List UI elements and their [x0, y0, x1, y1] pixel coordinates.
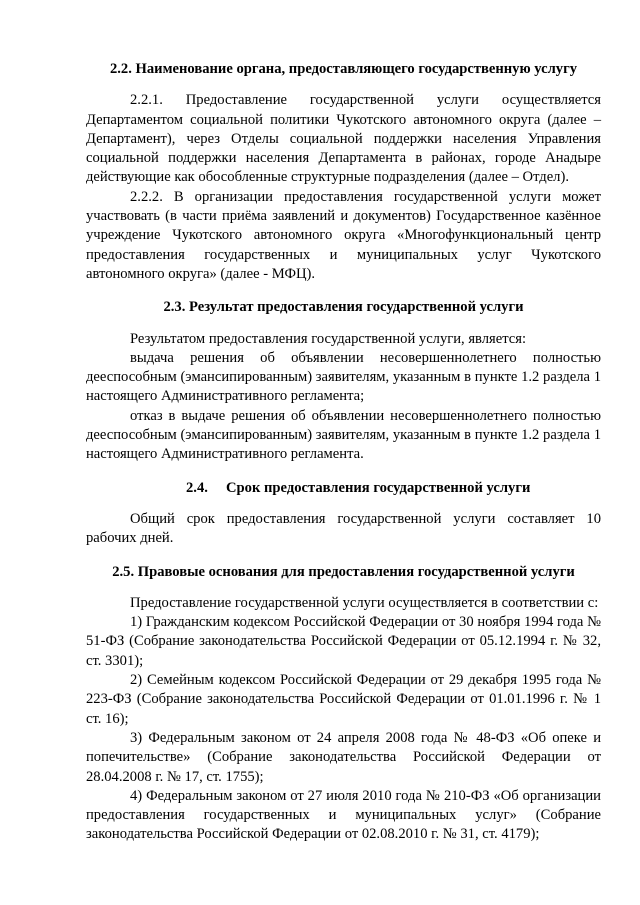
paragraph-legal-intro: Предоставление государственной услуги осуществляется в соответствии с: [130, 594, 599, 611]
section-number-2-4: 2.4. [186, 479, 208, 496]
paragraph-legal-3: 3) Федеральным законом от 24 апреля 2008 года № 48-ФЗ «Об опеке и попечительстве» (Собрание законодательства Российской Федерации от 28.04.2008 г. № 17, ст. 1755); [86, 729, 601, 785]
paragraph-result-issue: выдача решения об объявлении несовершеннолетнего полностью дееспособным (эмансипированным) заявителям, указанным в пункте 1.2 раздела 1 настоящего Административного регламента; [86, 349, 601, 405]
paragraph-result-intro: Результатом предоставления государственной услуги, является: [130, 330, 527, 347]
paragraph-2-2-2: 2.2.2. В организации предоставления государственной услуги может участвовать (в части приёма заявлений и документов) Государственное казённое учреждение Чукотского автономного округа «Многофункциональный центр предоставления государственных и муниципальных услуг Чукотского автономного округа» (далее - МФЦ). [86, 188, 601, 282]
section-heading-2-5: 2.5. Правовые основания для предоставления государственной услуги [112, 563, 575, 580]
section-heading-2-3: 2.3. Результат предоставления государственной услуги [163, 299, 524, 316]
paragraph-result-refusal: отказ в выдаче решения об объявлении несовершеннолетнего полностью дееспособным (эмансипированным) заявителям, указанным в пункте 1.2 раздела 1 настоящего Административного регламента. [86, 407, 601, 463]
section-heading-2-4 [86, 479, 601, 498]
paragraph-2-2-1: 2.2.1. Предоставление государственной услуги осуществляется Департаментом социальной политики Чукотского автономного округа (далее – Департамент), через Отделы социальной поддержки населения Управления социальной поддержки населения Департамента в районах, городе Анадыре действующие как обособленные структурные подразделения (далее – Отдел). [86, 92, 601, 186]
document-content [86, 60, 601, 845]
section-title-2-4: Срок предоставления государственной услуги [226, 479, 531, 496]
paragraph-legal-2: 2) Семейным кодексом Российской Федерации от 29 декабря 1995 года № 223-ФЗ (Собрание законодательства Российской Федерации от 01.01.1996 г. № 1 ст. 16); [86, 672, 601, 727]
section-heading-2-2: 2.2. Наименование органа, предоставляющего государственную услугу [109, 61, 578, 77]
paragraph-legal-1: 1) Гражданским кодексом Российской Федерации от 30 ноября 1994 года № 51-ФЗ (Собрание законодательства Российской Федерации от 05.12.1994 г. № 32, ст. 3301); [86, 614, 601, 669]
paragraph-legal-4: 4) Федеральным законом от 27 июля 2010 года № 210-ФЗ «Об организации предоставления государственных и муниципальных услуг» (Собрание законодательства Российской Федерации от 02.08.2010 г. № 31, ст. 4179); [86, 787, 601, 843]
paragraph-term: Общий срок предоставления государственной услуги составляет 10 рабочих дней. [86, 510, 601, 547]
